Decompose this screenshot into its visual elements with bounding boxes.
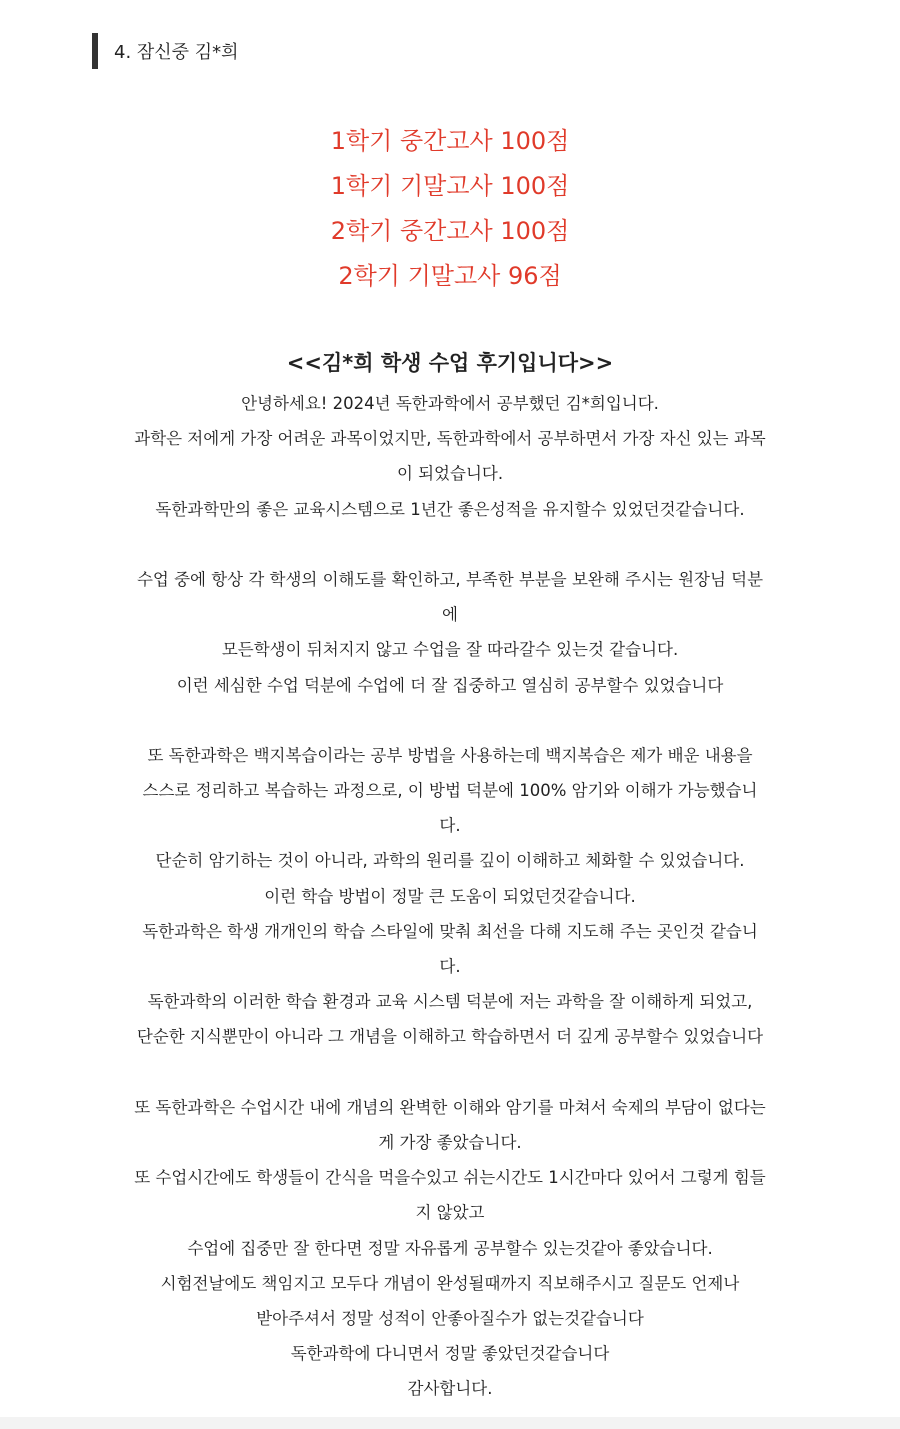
score-list xyxy=(0,119,900,299)
score-2nd-midterm: 2학기 중간고사 100점 xyxy=(330,217,570,245)
review-line: 이런 학습 방법이 정말 큰 도움이 되었던것같습니다. xyxy=(264,886,636,906)
review-line: 수업에 집중만 잘 한다면 정말 자유롭게 공부할수 있는것같아 좋았습니다. xyxy=(187,1238,713,1258)
review-line: 다. xyxy=(439,816,461,836)
review-line: 에 xyxy=(442,605,458,625)
review-blank-line xyxy=(90,703,810,738)
review-line: 감사합니다. xyxy=(407,1379,493,1399)
review-line: 또 수업시간에도 학생들이 간식을 먹을수있고 쉬는시간도 1시간마다 있어서 그렇게 힘들 xyxy=(134,1168,766,1188)
review-line: 또 독한과학은 수업시간 내에 개념의 완벽한 이해와 암기를 마쳐서 숙제의 부담이 없다는 xyxy=(134,1097,766,1117)
review-line: 독한과학만의 좋은 교육시스템으로 1년간 좋은성적을 유지할수 있었던것같습니다. xyxy=(155,499,745,519)
score-1st-midterm: 1학기 중간고사 100점 xyxy=(330,127,570,155)
review-line: 지 않았고 xyxy=(415,1203,485,1223)
review-line: 단순히 암기하는 것이 아니라, 과학의 원리를 깊이 이해하고 체화할 수 있었습니다. xyxy=(155,851,745,871)
review-line: 다. xyxy=(439,957,461,976)
review-title: <<김*희 학생 수업 후기입니다>> xyxy=(286,351,614,375)
review-blank-line xyxy=(90,527,810,562)
review-line: 안녕하세요! 2024년 독한과학에서 공부했던 김*희입니다. xyxy=(241,394,659,413)
review-line: 게 가장 좋았습니다. xyxy=(378,1132,522,1152)
review-line: 모든학생이 뒤처지지 않고 수업을 잘 따라갈수 있는것 같습니다. xyxy=(221,640,679,660)
review-line: 독한과학에 다니면서 정말 좋았던것같습니다 xyxy=(290,1344,610,1364)
review-body xyxy=(90,386,810,1406)
header-accent-bar xyxy=(92,33,98,69)
page-bottom-strip xyxy=(0,1417,900,1429)
score-2nd-final: 2학기 기말고사 96점 xyxy=(338,262,562,290)
review-line: 시험전날에도 책임지고 모두다 개념이 완성될때까지 직보해주시고 질문도 언제나 xyxy=(160,1273,740,1293)
review-line: 이런 세심한 수업 덕분에 수업에 더 잘 집중하고 열심히 공부할수 있었습니다 xyxy=(176,675,724,695)
review-line: 단순한 지식뿐만이 아니라 그 개념을 이해하고 학습하면서 더 깊게 공부할수 있었습니다 xyxy=(136,1027,764,1047)
review-blank-line xyxy=(90,1055,810,1090)
review-line: 독한과학은 학생 개개인의 학습 스타일에 맞춰 최선을 다해 지도해 주는 곳인것 같습니 xyxy=(142,921,758,941)
review-line: 이 되었습니다. xyxy=(396,464,504,484)
review-line: 스스로 정리하고 복습하는 과정으로, 이 방법 덕분에 100% 암기와 이해가 가능했습니 xyxy=(142,781,758,801)
review-line: 또 독한과학은 백지복습이라는 공부 방법을 사용하는데 백지복습은 제가 배운 내용을 xyxy=(147,745,753,765)
review-line: 과학은 저에게 가장 어려운 과목이었지만, 독한과학에서 공부하면서 가장 자신 있는 과목 xyxy=(134,429,766,449)
review-line: 독한과학의 이러한 학습 환경과 교육 시스템 덕분에 저는 과학을 잘 이해하게 되었고, xyxy=(147,992,753,1012)
review-line: 받아주셔서 정말 성적이 안좋아질수가 없는것같습니다 xyxy=(256,1308,644,1328)
section-header xyxy=(92,33,239,69)
score-1st-final: 1학기 기말고사 100점 xyxy=(330,172,570,200)
review-line: 수업 중에 항상 각 학생의 이해도를 확인하고, 부족한 부분을 보완해 주시는 원장님 덕분 xyxy=(136,569,764,589)
section-title: 4. 잠신중 김*희 xyxy=(114,42,239,63)
